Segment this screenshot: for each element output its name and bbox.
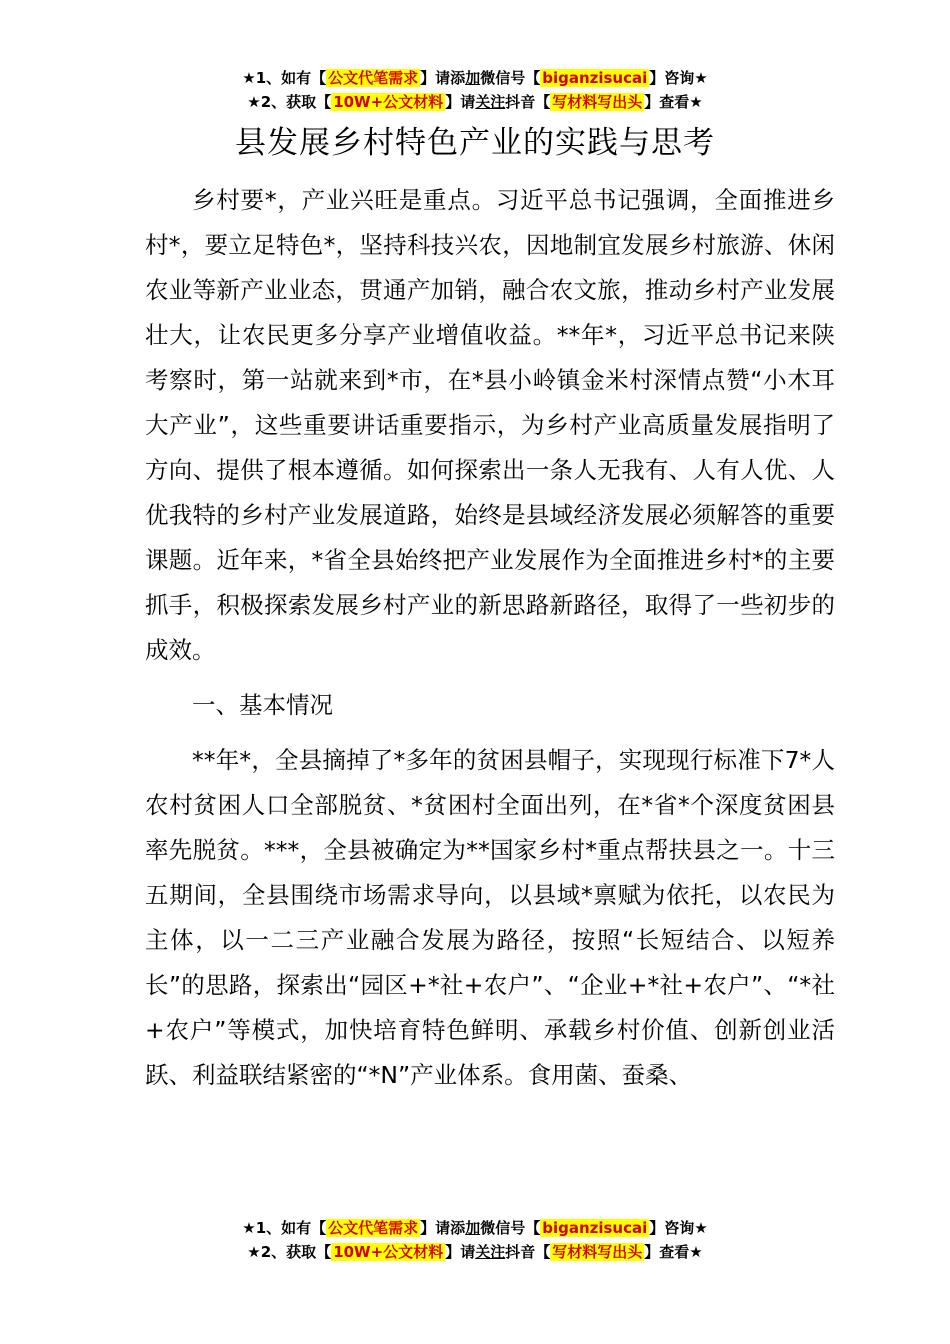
- highlight-douyin: 写材料写出头: [552, 1243, 643, 1261]
- footer-banner: [0, 1216, 950, 1264]
- highlight-materials: 10W+公文材料: [333, 1243, 444, 1261]
- banner-line-2: ★2、获取【 10W+公文材料 】请关注抖音【 写材料写出头 】查看★: [247, 93, 703, 111]
- intro-paragraph: 乡村要*，产业兴旺是重点。习近平总书记强调，全面推进乡村*，要立足特色*，坚持科技兴农，因地制宜发展乡村旅游、休闲农业等新产业业态，贯通产加销，融合农文旅，推动乡村产业发展壮大，让农民更多分享产业增值收益。**年*，习近平总书记来陕考察时，第一站就来到*市，在*县小岭镇金米村深情点赞“小木耳大产业”，这些重要讲话重要指示，为乡村产业高质量发展指明了方向、提供了根本遵循。如何探索出一条人无我有、人有人优、人优我特的乡村产业发展道路，始终是县域经济发展必须解答的重要课题。近年来，*省全县始终把产业发展作为全面推进乡村*的主要抓手，积极探索发展乡村产业的新思路新路径，取得了一些初步的成效。: [145, 186, 835, 664]
- highlight-service: 公文代笔需求: [328, 1219, 419, 1237]
- highlight-service: 公文代笔需求: [328, 69, 419, 87]
- banner-line-2: ★2、获取【 10W+公文材料 】请关注抖音【 写材料写出头 】查看★: [247, 1243, 703, 1261]
- document-body: [145, 178, 835, 1098]
- highlight-wechat-id: biganzisucai: [542, 69, 648, 87]
- highlight-materials: 10W+公文材料: [333, 93, 444, 111]
- banner-line-1: ★1、如有【 公文代笔需求 】请添加微信号【 biganzisucai 】咨询★: [242, 1219, 708, 1237]
- header-banner: [0, 66, 950, 114]
- highlight-douyin: 写材料写出头: [552, 93, 643, 111]
- highlight-wechat-id: biganzisucai: [542, 1219, 648, 1237]
- banner-line-1: ★1、如有【 公文代笔需求 】请添加微信号【 biganzisucai 】咨询★: [242, 69, 708, 87]
- document-title: 县发展乡村特色产业的实践与思考: [235, 125, 715, 161]
- section-heading: 一、基本情况: [192, 691, 333, 719]
- section-paragraph: **年*，全县摘掉了*多年的贫困县帽子，实现现行标准下7*人农村贫困人口全部脱贫、*贫困村全面出列，在*省*个深度贫困县率先脱贫。***，全县被确定为**国家乡村*重点帮扶县之一。十三五期间，全县围绕市场需求导向，以县域*禀赋为依托，以农民为主体，以一二三产业融合发展为路径，按照“长短结合、以短养长”的思路，探索出“园区+*社+农户”、“企业+*社+农户”、“*社+农户”等模式，加快培育特色鲜明、承载乡村价值、创新创业活跃、利益联结紧密的“*N”产业体系。食用菌、蚕桑、: [145, 746, 835, 1089]
